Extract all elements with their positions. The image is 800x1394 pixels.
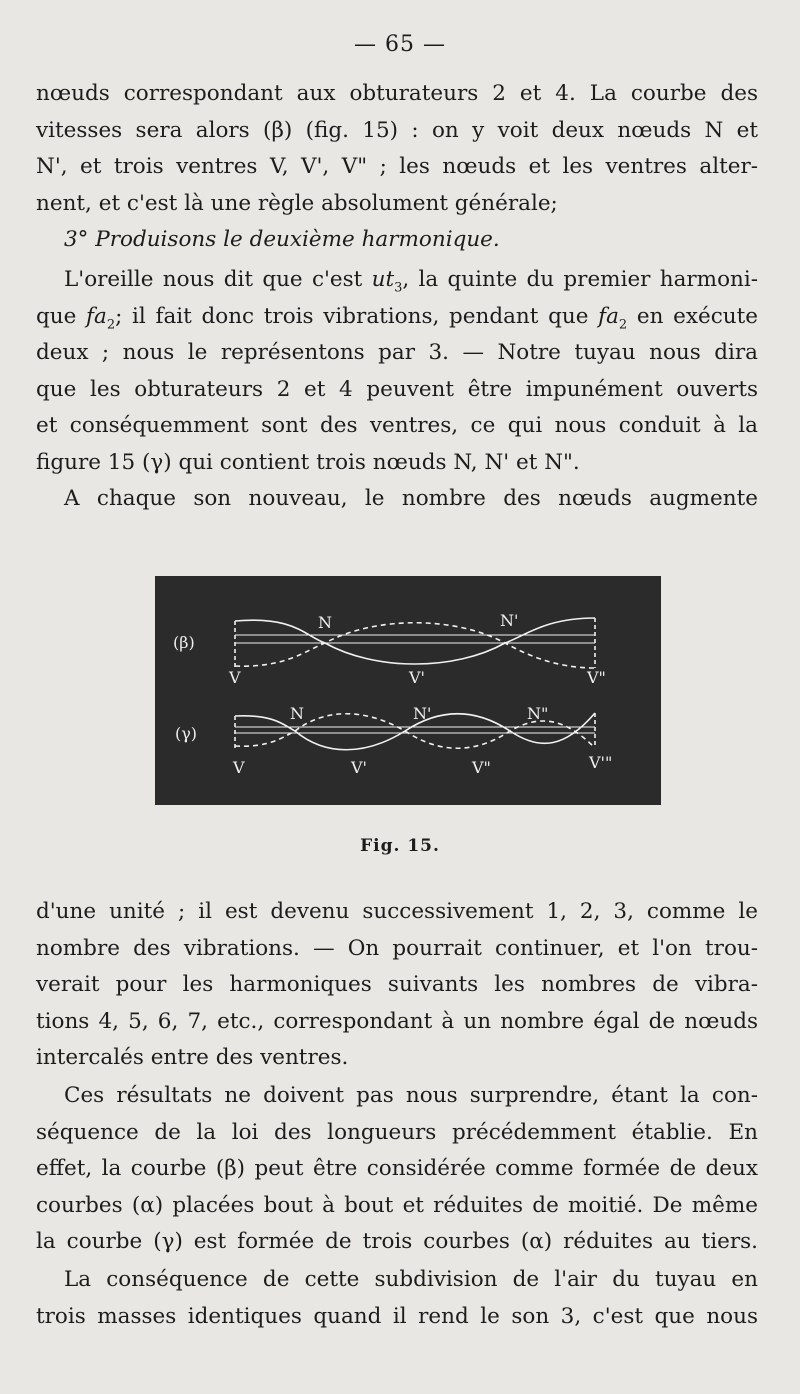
- text-line: figure 15 (γ) qui contient trois nœuds N, N' et N".: [36, 449, 580, 475]
- text-line: nœuds correspondant aux obturateurs 2 et 4. La courbe des: [36, 81, 758, 106]
- text-line: effet, la courbe (β) peut être considérée comme formée de deux: [36, 1156, 758, 1181]
- beta-node-label: N': [500, 611, 519, 630]
- page-number: — 65 —: [354, 32, 446, 57]
- text-line: vitesses sera alors (β) (fig. 15) : on y voit deux nœuds N et: [36, 117, 758, 143]
- text-line: L'oreille nous dit que c'est $ut_3$, la quinte du premier harmoni-: [64, 267, 758, 296]
- figure-caption: Fig. 15.: [360, 836, 440, 856]
- text-line: nombre des vibrations. — On pourrait continuer, et l'on trou-: [36, 935, 758, 961]
- beta-node-label: N: [318, 613, 332, 632]
- text-line: verait pour les harmoniques suivants les nombres de vibra-: [36, 972, 758, 997]
- paragraph-3: [36, 894, 758, 1077]
- text-line: séquence de la loi des longueurs précédemment établie. En: [36, 1119, 758, 1145]
- gamma-node-label: N": [527, 704, 549, 723]
- beta-ventre-label: V: [229, 668, 241, 687]
- text-line: Ces résultats ne doivent pas nous surprendre, étant la con-: [64, 1083, 758, 1108]
- text-line: courbes (α) placées bout à bout et réduites de moitié. De même: [36, 1192, 758, 1218]
- gamma-ventre-label: V: [233, 758, 245, 777]
- figure-diagram: [155, 576, 661, 805]
- paragraph-2: [36, 262, 758, 518]
- paragraph-1: [36, 76, 758, 259]
- gamma-ventre-label: V'": [589, 753, 613, 772]
- gamma-ventre-label: V": [472, 758, 491, 777]
- text-line: A chaque son nouveau, le nombre des nœuds augmente: [64, 486, 758, 511]
- beta-ventre-label: V': [409, 668, 425, 687]
- beta-labels: [173, 611, 606, 687]
- gamma-node-label: N': [413, 704, 432, 723]
- text-line: nent, et c'est là une règle absolument générale;: [36, 190, 558, 216]
- text-line: deux ; nous le représentons par 3. — Notre tuyau nous dira: [36, 340, 758, 365]
- text-line: intercalés entre des ventres.: [36, 1045, 349, 1070]
- gamma-label: (γ): [175, 724, 198, 743]
- text-line: que les obturateurs 2 et 4 peuvent être impunément ouverts: [36, 376, 758, 402]
- gamma-labels: [175, 704, 612, 777]
- text-line: N', et trois ventres V, V', V" ; les nœuds et les ventres alter-: [36, 154, 758, 179]
- section-heading: 3° Produisons le deuxième harmonique.: [64, 227, 500, 252]
- text-line: d'une unité ; il est devenu successivement 1, 2, 3, comme le: [36, 899, 758, 924]
- gamma-ventre-label: V': [351, 758, 367, 777]
- text-line: la courbe (γ) est formée de trois courbes (α) réduites au tiers.: [36, 1229, 758, 1254]
- paragraph-4: [36, 1078, 758, 1261]
- beta-dashed-curve: [235, 623, 595, 668]
- text-line: La conséquence de cette subdivision de l'air du tuyau en: [64, 1267, 758, 1292]
- text-line: tions 4, 5, 6, 7, etc., correspondant à un nombre égal de nœuds: [36, 1008, 758, 1034]
- gamma-node-label: N: [290, 704, 304, 723]
- beta-solid-curve: [235, 618, 595, 664]
- paragraph-5: [36, 1262, 758, 1335]
- beta-ventre-label: V": [587, 668, 606, 687]
- beta-label: (β): [173, 633, 195, 652]
- text-line: trois masses identiques quand il rend le son 3, c'est que nous: [36, 1303, 758, 1329]
- figure-15: [155, 576, 661, 805]
- text-line: que $fa_2$; il fait donc trois vibrations, pendant que $fa_2$ en exécute: [36, 303, 758, 332]
- beta-curves: [235, 618, 595, 668]
- text-line: et conséquemment sont des ventres, ce qui nous conduit à la: [36, 413, 758, 438]
